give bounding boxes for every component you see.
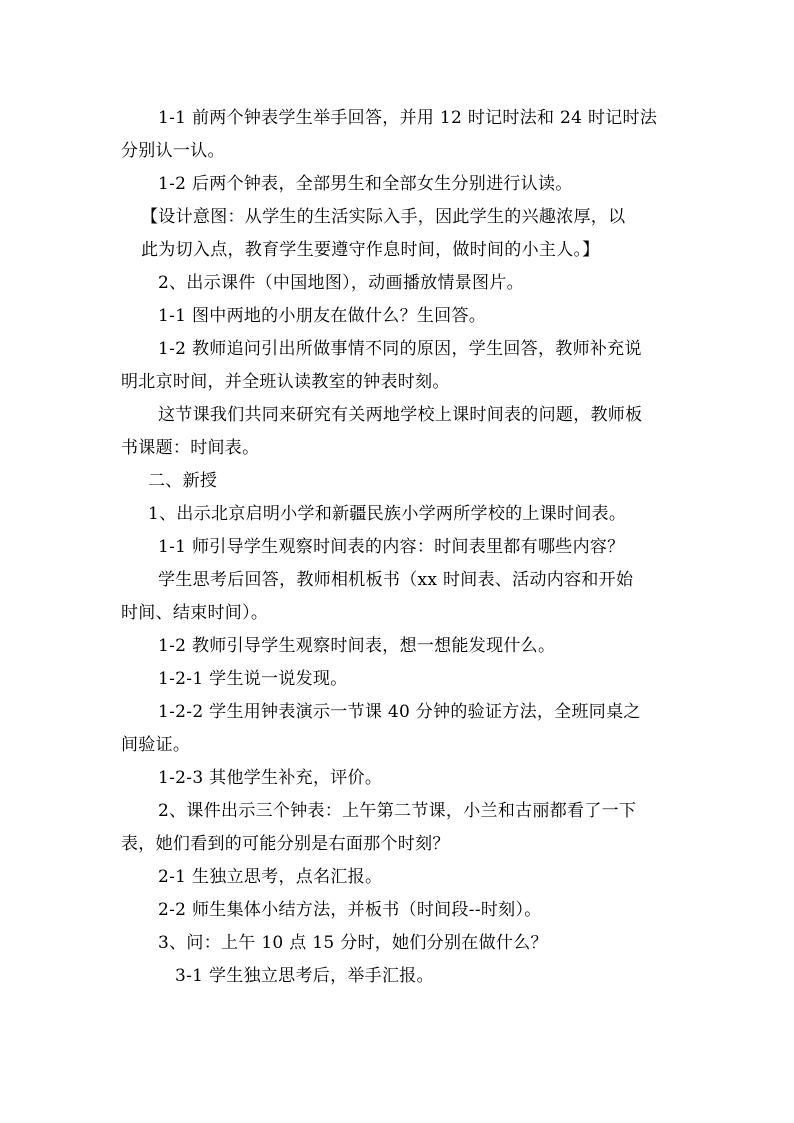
paragraph-line: 表，她们看到的可能分别是右面那个时刻？ [121,834,450,854]
paragraph-line: 1-1 图中两地的小朋友在做什么？生回答。 [158,306,487,326]
paragraph-line: 1、出示北京启明小学和新疆民族小学两所学校的上课时间表。 [148,504,627,524]
paragraph-line: 这节课我们共同来研究有关两地学校上课时间表的问题，教师板 [158,405,643,425]
paragraph-line: 3、问：上午 10 点 15 分时，她们分别在做什么？ [158,933,548,953]
design-intent-line: 【设计意图：从学生的生活实际入手，因此学生的兴趣浓厚，以 [141,207,626,227]
design-intent-line: 此为切入点，教育学生要遵守作息时间，做时间的小主人。】 [141,240,600,260]
paragraph-line: 1-2-2 学生用钟表演示一节课 40 分钟的验证方法，全班同桌之 [158,702,641,722]
paragraph-line: 1-2 教师追问引出所做事情不同的原因，学生回答，教师补充说 [158,339,642,359]
paragraph-line: 1-2 后两个钟表，全部男生和全部女生分别进行认读。 [158,174,573,194]
paragraph-line: 2、出示课件（中国地图），动画播放情景图片。 [158,273,524,293]
section-heading: 二、新授 [148,471,218,491]
paragraph-line: 1-2-1 学生说一说发现。 [158,669,348,689]
paragraph-line: 时间、结束时间）。 [121,603,269,623]
paragraph-line: 3-1 学生独立思考后，举手汇报。 [175,966,434,986]
paragraph-line: 分别认一认。 [121,141,225,161]
paragraph-line: 1-2-3 其他学生补充，评价。 [158,768,383,788]
paragraph-line: 1-2 教师引导学生观察时间表，想一想能发现什么。 [158,636,556,656]
paragraph-line: 间验证。 [121,735,191,755]
paragraph-line: 1-1 师引导学生观察时间表的内容：时间表里都有哪些内容？ [158,537,625,557]
paragraph-line: 2-2 师生集体小结方法，并板书（时间段--时刻）。 [158,900,542,920]
paragraph-line: 2、课件出示三个钟表：上午第二节课，小兰和古丽都看了一下 [158,801,637,821]
paragraph-line: 学生思考后回答，教师相机板书（xx 时间表、活动内容和开始 [158,570,634,590]
paragraph-line: 2-1 生独立思考，点名汇报。 [158,867,383,887]
paragraph-line: 书课题：时间表。 [121,438,260,458]
paragraph-line: 1-1 前两个钟表学生举手回答，并用 12 时记时法和 24 时记时法 [158,108,658,128]
paragraph-line: 明北京时间，并全班认读教室的钟表时刻。 [121,372,450,392]
